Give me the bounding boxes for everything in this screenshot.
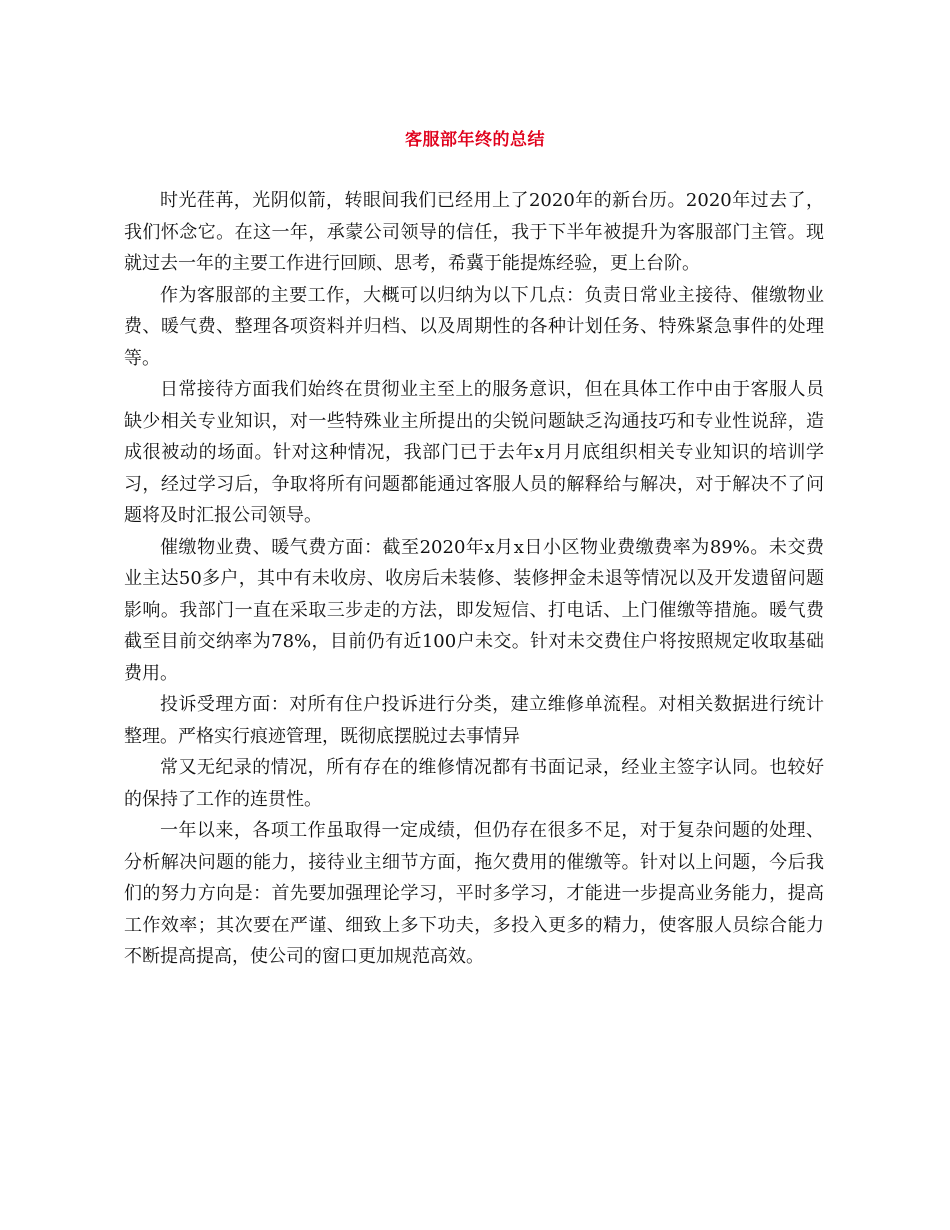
paragraph-complaints: 投诉受理方面：对所有住户投诉进行分类，建立维修单流程。对相关数据进行统计整理。严格实行痕迹管理，既彻底摆脱过去事情异 — [124, 694, 824, 747]
document-body — [124, 185, 824, 973]
paragraph-complaints-continued: 常又无纪录的情况，所有存在的维修情况都有书面记录，经业主签字认同。也较好的保持了工作的连贯性。 — [124, 757, 824, 810]
paragraph-conclusion: 一年以来，各项工作虽取得一定成绩，但仍存在很多不足，对于复杂问题的处理、分析解决问题的能力，接待业主细节方面，拖欠费用的催缴等。针对以上问题，今后我们的努力方向是：首先要加强理论学习，平时多学习，才能进一步提高业务能力，提高工作效率；其次要在严谨、细致上多下功夫，多投入更多的精力，使客服人员综合能力不断提高提高，使公司的窗口更加规范高效。 — [124, 820, 824, 967]
paragraph-main-duties: 作为客服部的主要工作，大概可以归纳为以下几点：负责日常业主接待、催缴物业费、暖气费、整理各项资料并归档、以及周期性的各种计划任务、特殊紧急事件的处理等。 — [124, 284, 824, 369]
paragraph-daily-reception: 日常接待方面我们始终在贯彻业主至上的服务意识，但在具体工作中由于客服人员缺少相关专业知识，对一些特殊业主所提出的尖锐问题缺乏沟通技巧和专业性说辞，造成很被动的场面。针对这种情况，我部门已于去年x月月底组织相关专业知识的培训学习，经过学习后，争取将所有问题都能通过客服人员的解释给与解决，对于解决不了问题将及时汇报公司领导。 — [124, 379, 824, 526]
paragraph-intro: 时光荏苒，光阴似箭，转眼间我们已经用上了2020年的新台历。2020年过去了，我们怀念它。在这一年，承蒙公司领导的信任，我于下半年被提升为客服部门主管。现就过去一年的主要工作进行回顾、思考，希冀于能提炼经验，更上台阶。 — [124, 190, 824, 274]
document-title: 客服部年终的总结 — [405, 130, 545, 150]
paragraph-fee-collection: 催缴物业费、暖气费方面：截至2020年x月x日小区物业费缴费率为89%。未交费业主达50多户，其中有未收房、收房后未装修、装修押金未退等情况以及开发遗留问题影响。我部门一直在采取三步走的方法，即发短信、打电话、上门催缴等措施。暖气费截至目前交纳率为78%，目前仍有近100户未交。针对未交费住户将按照规定收取基础费用。 — [124, 536, 824, 684]
